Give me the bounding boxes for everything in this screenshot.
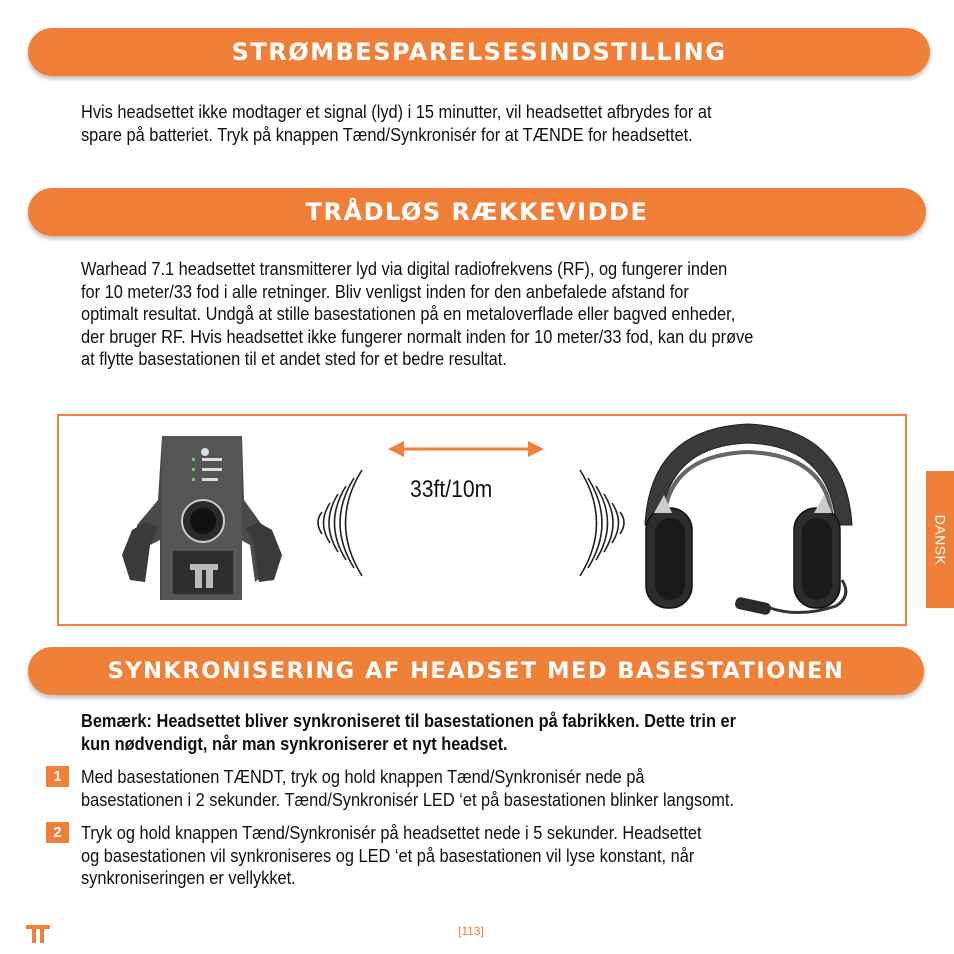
sync-note-line-2: kun nødvendigt, når man synkroniserer et nyt headset. xyxy=(81,733,508,754)
step-1-badge: 1 xyxy=(46,766,69,787)
power-saving-line-1: Hvis headsettet ikke modtager et signal (lyd) i 15 minutter, vil headsettet afbrydes for at xyxy=(81,102,712,122)
sync-note xyxy=(81,710,837,755)
wireless-range-title: TRÅDLØS RÆKKEVIDDE xyxy=(305,198,649,226)
step-1-text xyxy=(81,766,918,811)
page-number: [113] xyxy=(458,924,484,938)
wireless-range-line-5: at flytte basestationen til et andet sted for et bedre resultat. xyxy=(81,349,507,369)
signal-waves-left-icon xyxy=(318,470,362,576)
range-label: 33ft/10m xyxy=(410,476,493,503)
language-tab xyxy=(926,471,954,608)
tritton-logo-icon xyxy=(26,925,50,943)
headset-icon xyxy=(645,424,852,616)
step-2-text xyxy=(81,822,837,890)
wireless-range-line-1: Warhead 7.1 headsettet transmitterer lyd via digital radiofrekvens (RF), og fungerer inden xyxy=(81,259,728,279)
base-station-icon xyxy=(122,436,282,600)
step-1-line-1: Med basestationen TÆNDT, tryk og hold knappen Tænd/Synkronisér nede på xyxy=(81,767,645,787)
step-2-line-3: synkroniseringen er vellykket. xyxy=(81,868,296,888)
wireless-range-line-3: optimalt resultat. Undgå at stille basestationen på en metaloverflade eller bagved enheder, xyxy=(81,304,736,324)
step-1-line-2: basestationen i 2 sekunder. Tænd/Synkronisér LED ‘et på basestationen blinker langsomt. xyxy=(81,789,735,810)
step-2-line-1: Tryk og hold knappen Tænd/Synkronisér på headsettet nede i 5 sekunder. Headsettet xyxy=(81,823,702,843)
power-saving-line-2: spare på batteriet. Tryk på knappen Tænd/Synkronisér for at TÆNDE for headsettet. xyxy=(81,124,693,145)
step-2-line-2: og basestationen vil synkroniseres og LED ‘et på basestationen vil lyse konstant, når xyxy=(81,845,695,866)
signal-waves-right-icon xyxy=(580,470,624,576)
step-2-badge: 2 xyxy=(46,822,69,843)
wireless-range-line-2: for 10 meter/33 fod i alle retninger. Bliv venligst inden for den anbefalede afstand for xyxy=(81,281,689,302)
wireless-range-line-4: der bruger RF. Hvis headsettet ikke fungerer normalt inden for 10 meter/33 fod, kan du prøve xyxy=(81,326,754,347)
power-saving-title: STRØMBESPARELSESINDSTILLING xyxy=(231,38,727,66)
sync-note-line-1: Bemærk: Headsettet bliver synkroniseret til basestationen på fabrikken. Dette trin er xyxy=(81,711,736,731)
sync-title: SYNKRONISERING AF HEADSET MED BASESTATIONEN xyxy=(107,658,845,684)
range-arrow-icon xyxy=(388,441,544,457)
section-title-sync xyxy=(28,647,924,695)
language-tab-label: DANSK xyxy=(932,514,949,565)
